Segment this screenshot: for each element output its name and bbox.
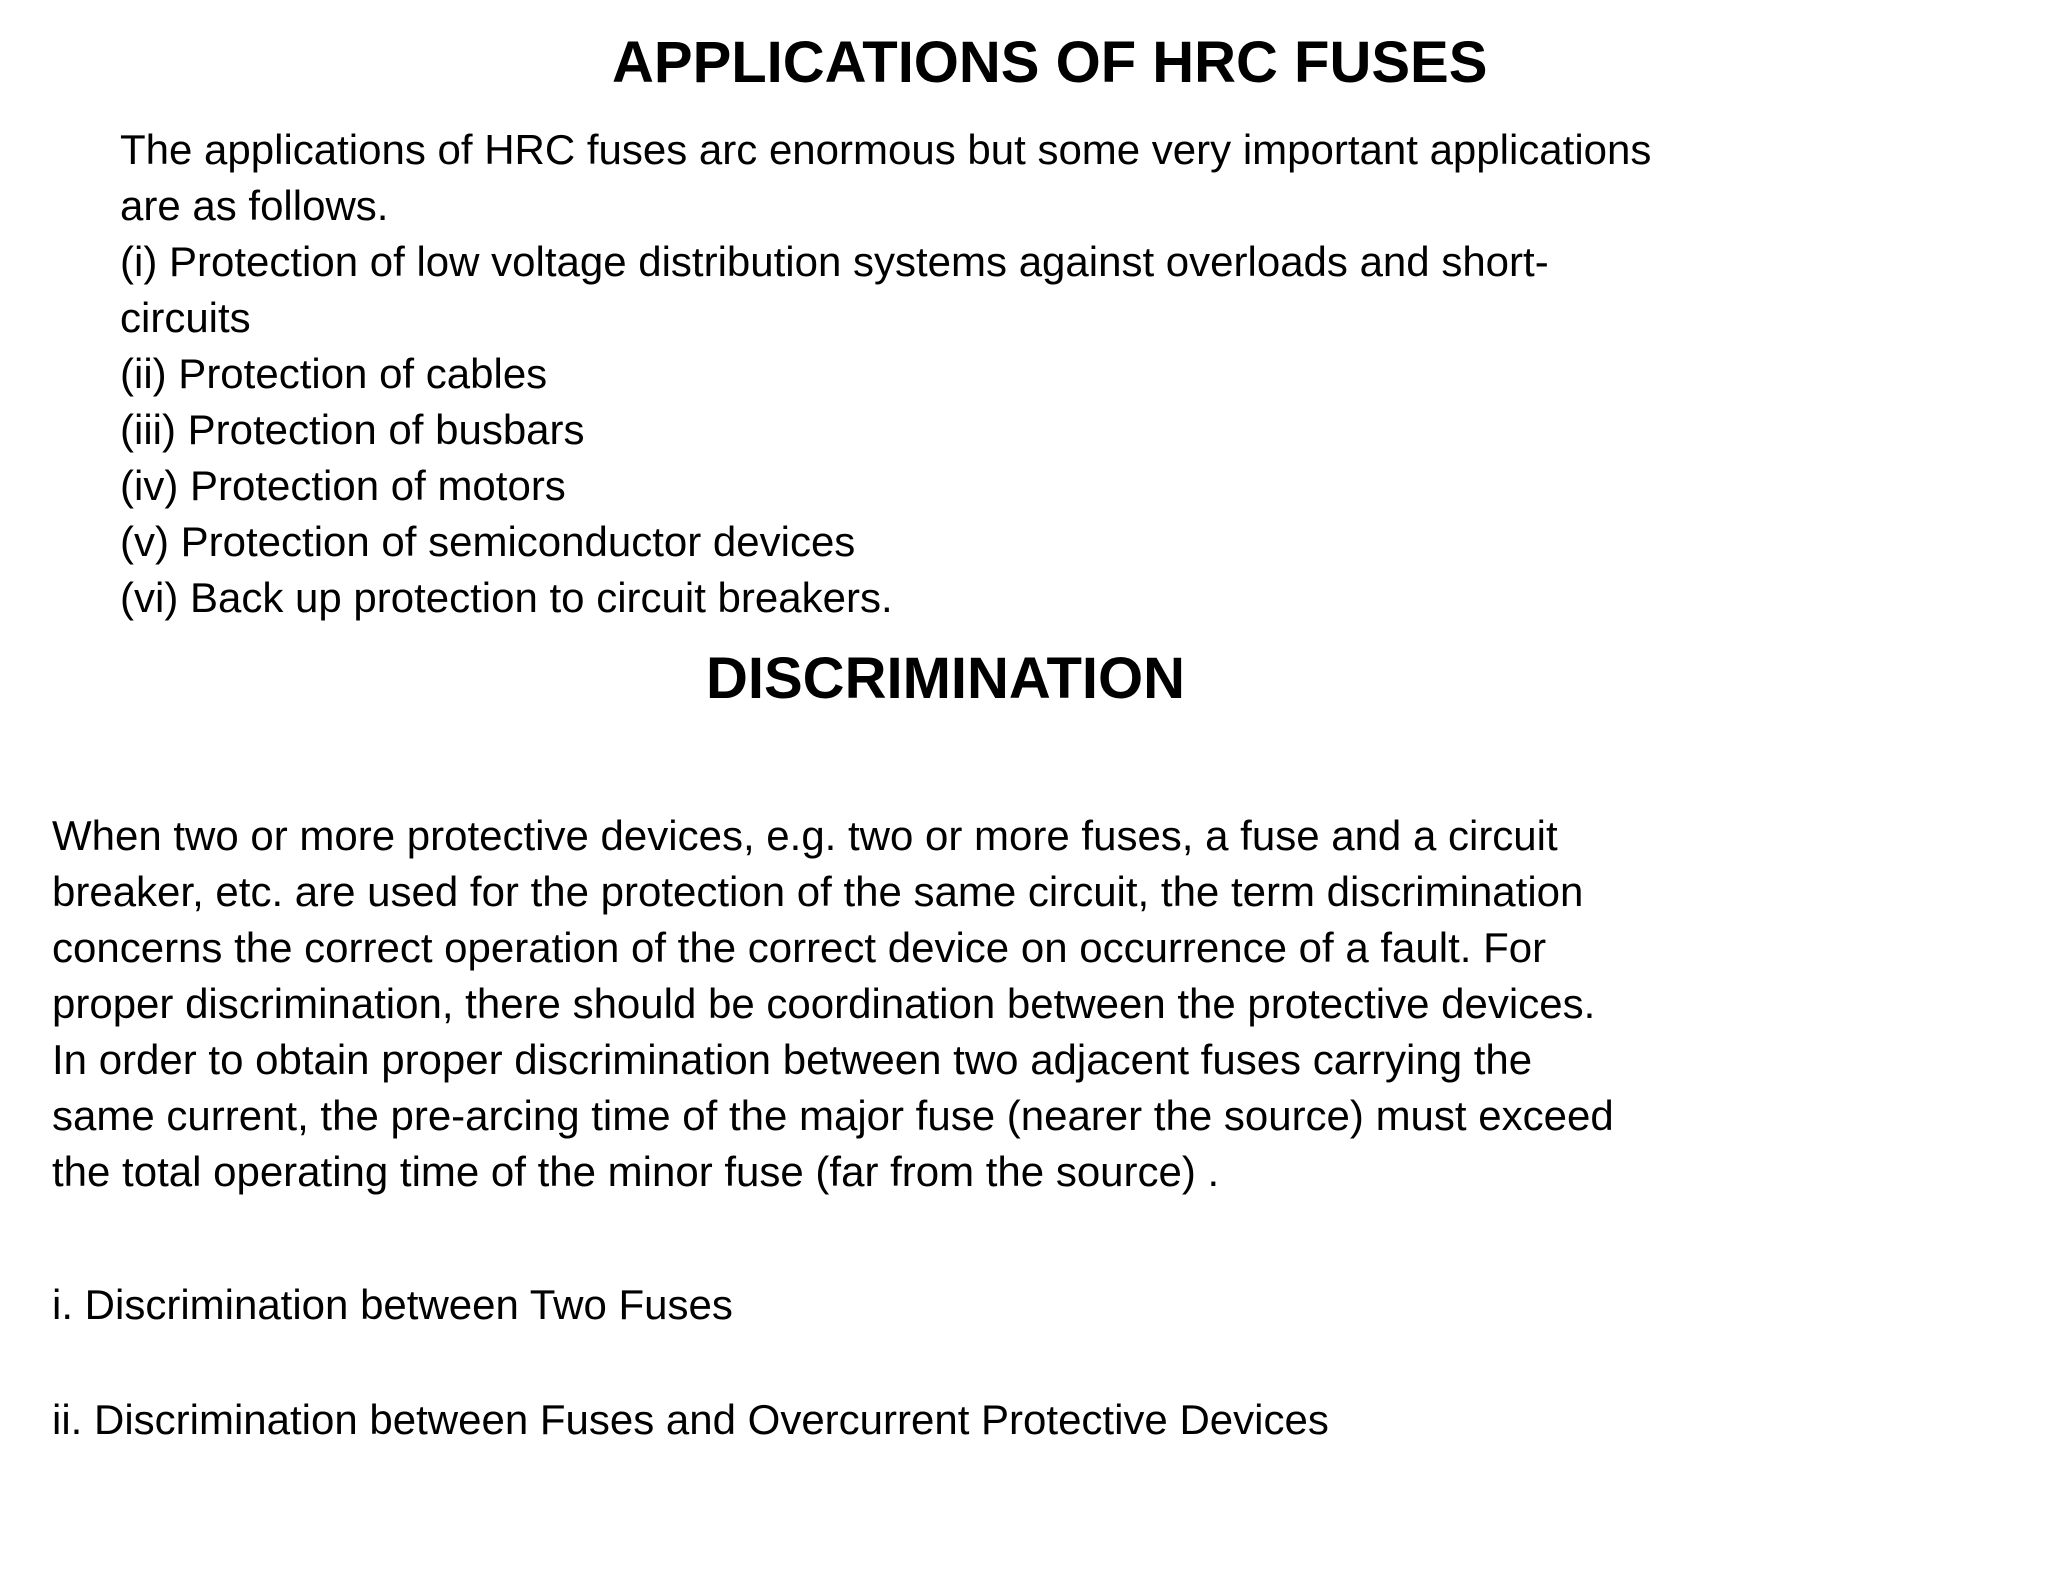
paragraph-line: same current, the pre-arcing time of the major fuse (nearer the source) must exceed — [52, 1092, 1614, 1139]
list-item: (i) Protection of low voltage distribution systems against overloads and short- — [120, 238, 1549, 285]
discrimination-paragraph — [52, 808, 1952, 1200]
section-title: DISCRIMINATION — [706, 646, 1186, 711]
list-item: (iv) Protection of motors — [120, 462, 566, 509]
intro-line: are as follows. — [120, 182, 389, 229]
paragraph-line: When two or more protective devices, e.g. two or more fuses, a fuse and a circuit — [52, 812, 1558, 859]
sub-item: ii. Discrimination between Fuses and Overcurrent Protective Devices — [52, 1396, 1329, 1443]
list-item: (iii) Protection of busbars — [120, 406, 585, 453]
paragraph-line: proper discrimination, there should be coordination between the protective devices. — [52, 980, 1596, 1027]
list-item: (ii) Protection of cables — [120, 350, 548, 397]
intro-line: The applications of HRC fuses arc enormous but some very important applications — [120, 126, 1652, 173]
list-item: (v) Protection of semiconductor devices — [120, 518, 856, 565]
page-title: APPLICATIONS OF HRC FUSES — [612, 30, 1488, 95]
sub-item: i. Discrimination between Two Fuses — [52, 1281, 733, 1328]
paragraph-line: concerns the correct operation of the correct device on occurrence of a fault. For — [52, 924, 1547, 971]
paragraph-line: breaker, etc. are used for the protection of the same circuit, the term discrimination — [52, 868, 1584, 915]
list-item: (vi) Back up protection to circuit breakers. — [120, 574, 893, 621]
list-item: circuits — [120, 294, 251, 341]
applications-section — [120, 122, 1920, 626]
paragraph-line: the total operating time of the minor fuse (far from the source) . — [52, 1148, 1220, 1195]
paragraph-line: In order to obtain proper discrimination between two adjacent fuses carrying the — [52, 1036, 1533, 1083]
